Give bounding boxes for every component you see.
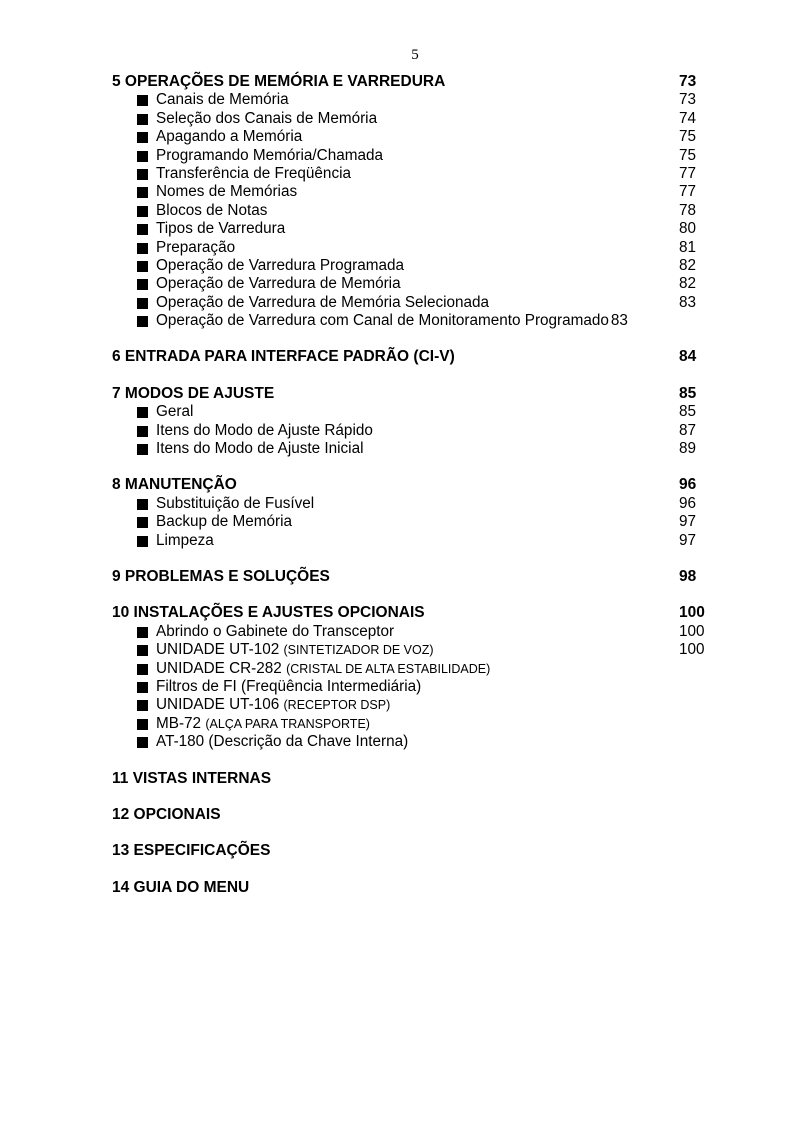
bullet-square-icon	[137, 719, 148, 730]
toc-entry	[112, 660, 712, 678]
entry-note: (SINTETIZADOR DE VOZ)	[283, 643, 434, 658]
bullet-square-icon	[137, 407, 148, 418]
entry-page: 74	[679, 109, 697, 127]
section-title: 6 ENTRADA PARA INTERFACE PADRÃO (CI-V)	[112, 348, 455, 366]
bullet-square-icon	[137, 298, 148, 309]
toc-section-7	[112, 385, 712, 459]
entry-page: 100	[679, 622, 705, 640]
toc-section-10	[112, 604, 712, 751]
entry-page: 82	[679, 275, 697, 293]
toc-entry	[112, 294, 712, 312]
bullet-square-icon	[137, 151, 148, 162]
entry-text: Geral	[156, 403, 194, 421]
toc-entry	[112, 623, 712, 641]
entry-text: UNIDADE UT-102	[156, 641, 280, 659]
toc-entry	[112, 275, 712, 293]
section-heading	[112, 568, 712, 586]
toc-entry	[112, 403, 712, 421]
entry-page: 73	[679, 91, 697, 109]
toc-section-9	[112, 568, 712, 586]
section-title: 10 INSTALAÇÕES E AJUSTES OPCIONAIS	[112, 604, 425, 622]
bullet-square-icon	[137, 664, 148, 675]
toc-entry	[112, 183, 712, 201]
toc-entry	[112, 513, 712, 531]
section-heading	[112, 770, 712, 788]
section-page: 96	[679, 476, 697, 494]
toc-section-13	[112, 842, 712, 860]
entry-text: Blocos de Notas	[156, 201, 268, 219]
entry-text: Substituição de Fusível	[156, 494, 315, 512]
section-title: 7 MODOS DE AJUSTE	[112, 384, 275, 402]
entry-text: Preparação	[156, 238, 236, 256]
toc-section-5	[112, 73, 712, 330]
section-heading	[112, 806, 712, 824]
entry-page: 80	[679, 220, 697, 238]
entry-page: 78	[679, 201, 697, 219]
entry-page: 77	[679, 183, 697, 201]
toc-entry	[112, 91, 712, 109]
entry-page: 96	[679, 494, 697, 512]
section-page: 98	[679, 567, 697, 585]
toc-section-12	[112, 806, 712, 824]
section-heading	[112, 604, 712, 622]
toc-entry	[112, 495, 712, 513]
bullet-square-icon	[137, 114, 148, 125]
section-title: 14 GUIA DO MENU	[112, 878, 250, 896]
entry-page: 77	[679, 164, 697, 182]
toc-entry	[112, 110, 712, 128]
toc-entry	[112, 422, 712, 440]
toc-entry	[112, 678, 712, 696]
toc-entry	[112, 128, 712, 146]
entry-text: MB-72	[156, 714, 202, 732]
toc-section-11	[112, 770, 712, 788]
entry-page: 82	[679, 256, 697, 274]
entry-text: Operação de Varredura de Memória Selecionada	[156, 293, 490, 311]
entry-note: (RECEPTOR DSP)	[283, 698, 391, 713]
bullet-square-icon	[137, 426, 148, 437]
bullet-square-icon	[137, 261, 148, 272]
toc-section-6	[112, 348, 712, 366]
bullet-square-icon	[137, 517, 148, 528]
entry-page: 97	[679, 513, 697, 531]
entry-text: Seleção dos Canais de Memória	[156, 109, 378, 127]
toc-section-14	[112, 879, 712, 897]
entry-text: Limpeza	[156, 531, 214, 549]
bullet-square-icon	[137, 132, 148, 143]
section-page: 73	[679, 73, 697, 90]
section-page: 100	[679, 604, 705, 622]
entry-text: Operação de Varredura de Memória	[156, 275, 401, 293]
entry-page: 85	[679, 403, 697, 421]
section-title: 5 OPERAÇÕES DE MEMÓRIA E VARREDURA	[112, 73, 446, 90]
section-heading	[112, 879, 712, 897]
toc-entry	[112, 220, 712, 238]
entry-text: Programando Memória/Chamada	[156, 146, 384, 164]
toc-entry	[112, 733, 712, 751]
section-heading	[112, 476, 712, 494]
entry-text: Operação de Varredura com Canal de Monitoramento Programado	[156, 312, 609, 330]
bullet-square-icon	[137, 279, 148, 290]
section-title: 8 MANUTENÇÃO	[112, 476, 237, 494]
entry-note: (CRISTAL DE ALTA ESTABILIDADE)	[286, 661, 491, 676]
bullet-square-icon	[137, 627, 148, 638]
bullet-square-icon	[137, 499, 148, 510]
entry-page: 81	[679, 238, 697, 256]
section-heading	[112, 73, 712, 91]
entry-note: (ALÇA PARA TRANSPORTE)	[205, 716, 370, 731]
section-title: 13 ESPECIFICAÇÕES	[112, 842, 271, 860]
entry-page: 100	[679, 641, 705, 659]
bullet-square-icon	[137, 169, 148, 180]
toc-section-8	[112, 476, 712, 550]
entry-text: Canais de Memória	[156, 91, 289, 109]
entry-page: 75	[679, 128, 697, 146]
bullet-square-icon	[137, 444, 148, 455]
toc-entry	[112, 715, 712, 733]
toc-entry	[112, 696, 712, 714]
bullet-square-icon	[137, 700, 148, 711]
bullet-square-icon	[137, 206, 148, 217]
entry-text: Filtros de FI (Freqüência Intermediária)	[156, 677, 422, 695]
section-heading	[112, 842, 712, 860]
entry-text: Itens do Modo de Ajuste Inicial	[156, 440, 364, 458]
toc-entry	[112, 147, 712, 165]
bullet-square-icon	[137, 243, 148, 254]
toc-entry	[112, 440, 712, 458]
toc-entry	[112, 312, 712, 330]
entry-text: Apagando a Memória	[156, 128, 303, 146]
page-number: 5	[411, 47, 419, 63]
toc-entry	[112, 165, 712, 183]
toc-entry	[112, 202, 712, 220]
section-heading	[112, 348, 712, 366]
bullet-square-icon	[137, 224, 148, 235]
toc-entry	[112, 257, 712, 275]
bullet-square-icon	[137, 682, 148, 693]
bullet-square-icon	[137, 536, 148, 547]
bullet-square-icon	[137, 187, 148, 198]
entry-text: Itens do Modo de Ajuste Rápido	[156, 421, 373, 439]
toc-entry	[112, 239, 712, 257]
bullet-square-icon	[137, 316, 148, 327]
entry-text: Nomes de Memórias	[156, 183, 298, 201]
entry-page: 75	[679, 146, 697, 164]
section-title: 11 VISTAS INTERNAS	[112, 769, 272, 787]
entry-page: 87	[679, 421, 697, 439]
bullet-square-icon	[137, 737, 148, 748]
entry-page: 83	[679, 293, 697, 311]
entry-text: UNIDADE CR-282	[156, 659, 282, 677]
section-title: 12 OPCIONAIS	[112, 805, 221, 823]
section-page: 85	[679, 384, 697, 402]
entry-text: Tipos de Varredura	[156, 220, 286, 238]
entry-page: 97	[679, 531, 697, 549]
entry-text: UNIDADE UT-106	[156, 696, 280, 714]
section-heading	[112, 385, 712, 403]
table-of-contents	[112, 73, 712, 915]
entry-page: 83	[610, 312, 628, 330]
bullet-square-icon	[137, 645, 148, 656]
section-title: 9 PROBLEMAS E SOLUÇÕES	[112, 567, 330, 585]
toc-entry	[112, 641, 712, 659]
entry-text: Abrindo o Gabinete do Transceptor	[156, 622, 395, 640]
entry-text: Transferência de Freqüência	[156, 164, 351, 182]
entry-text: Operação de Varredura Programada	[156, 256, 405, 274]
entry-page: 89	[679, 440, 697, 458]
section-page: 84	[679, 348, 697, 366]
toc-entry	[112, 532, 712, 550]
entry-text: Backup de Memória	[156, 513, 293, 531]
bullet-square-icon	[137, 95, 148, 106]
entry-text: AT-180 (Descrição da Chave Interna)	[156, 733, 409, 751]
